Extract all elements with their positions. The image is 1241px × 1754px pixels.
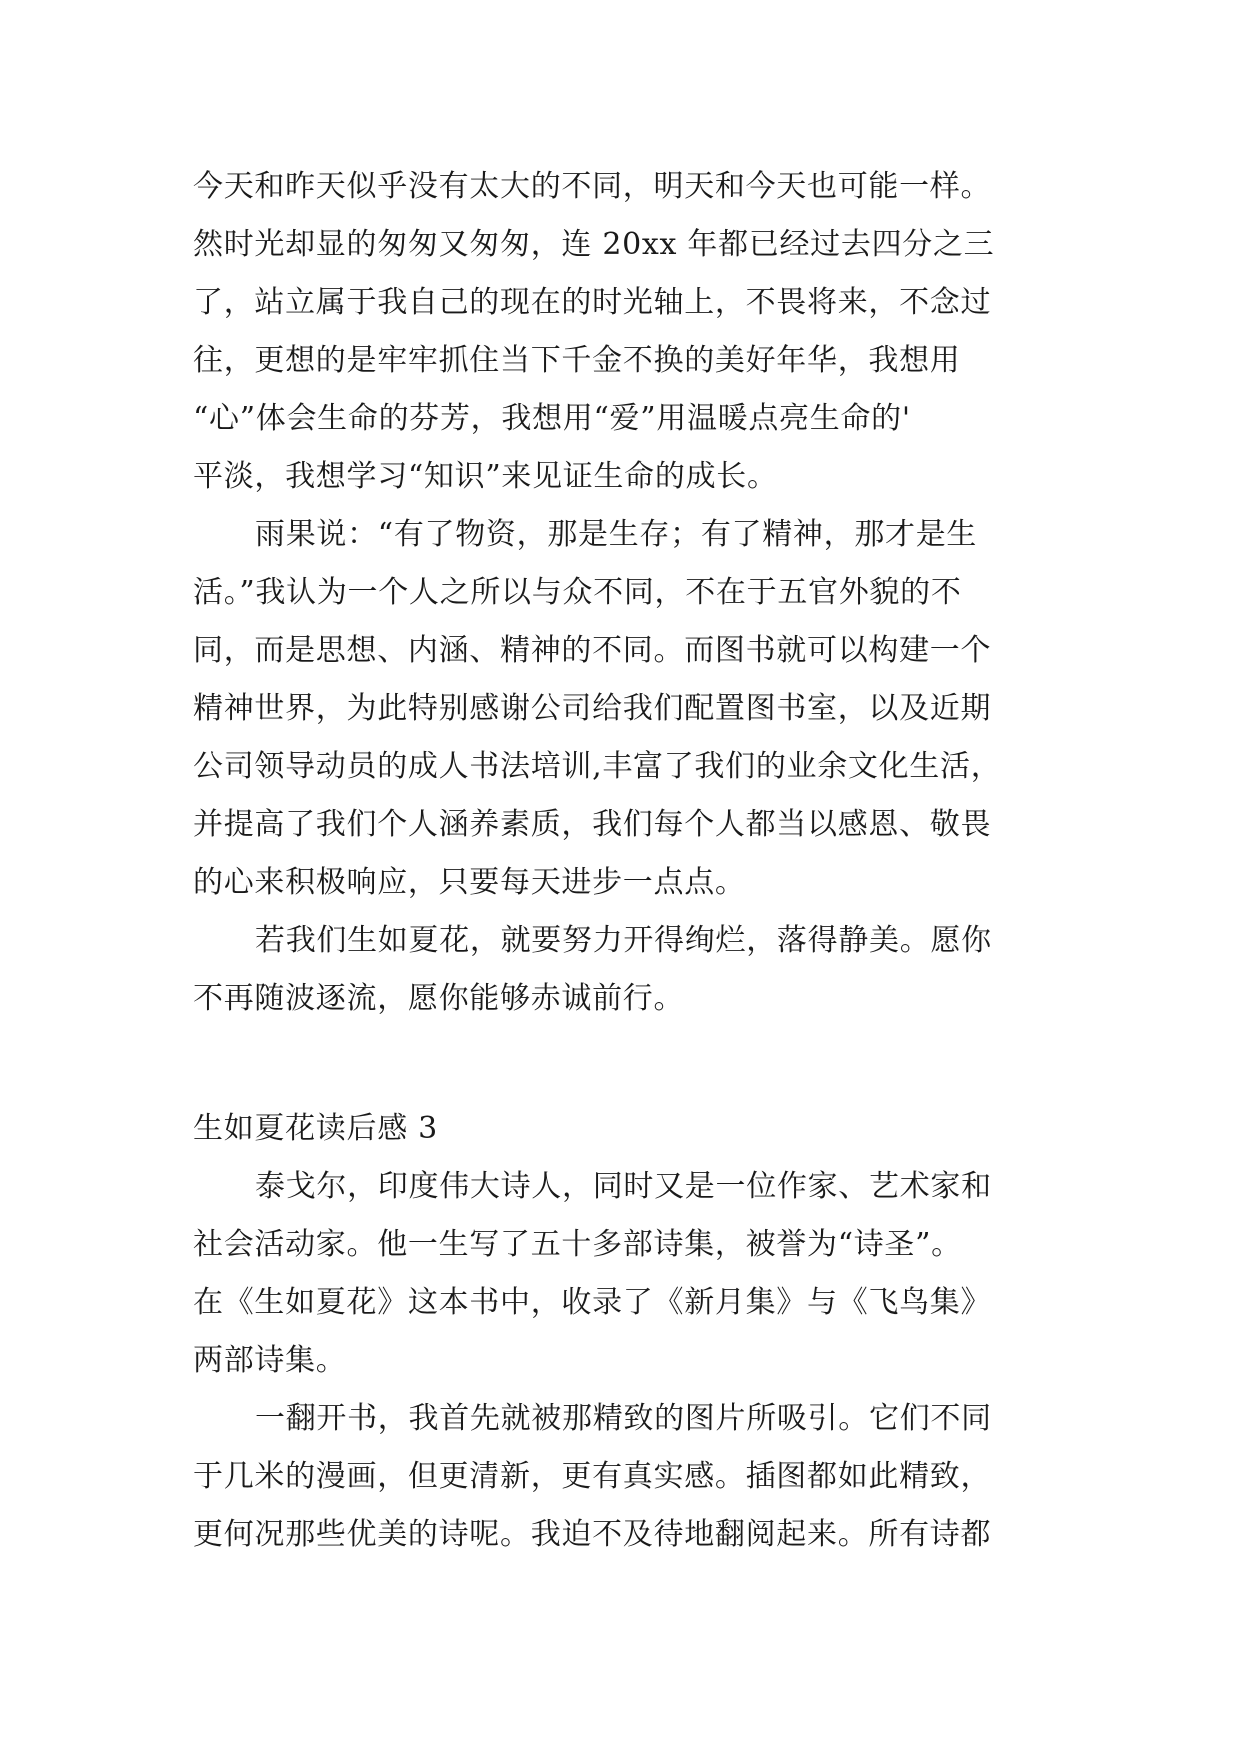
text-line: 社会活动家。他一生写了五十多部诗集，被誉为“诗圣”。 — [193, 1227, 962, 1262]
text-line: 不再随波逐流，愿你能够赤诚前行。 — [193, 981, 685, 1016]
text-line: 若我们生如夏花，就要努力开得绚烂，落得静美。愿你 — [255, 923, 992, 958]
text-line: 了，站立属于我自己的现在的时光轴上，不畏将来，不念过 — [193, 285, 992, 320]
text-line: 一翻开书，我首先就被那精致的图片所吸引。它们不同 — [255, 1401, 992, 1436]
text-line: 更何况那些优美的诗呢。我迫不及待地翻阅起来。所有诗都 — [193, 1517, 992, 1552]
section-gap — [193, 1028, 1073, 1100]
text-line: 两部诗集。 — [193, 1343, 347, 1378]
text-line: 泰戈尔，印度伟大诗人，同时又是一位作家、艺术家和 — [255, 1169, 992, 1204]
document-body — [193, 158, 1073, 1564]
text-line: 往，更想的是牢牢抓住当下千金不换的美好年华，我想用 — [193, 343, 961, 378]
paragraph-5 — [193, 1390, 1073, 1564]
text-line: 于几米的漫画，但更清新，更有真实感。插图都如此精致， — [193, 1459, 992, 1494]
text-line: 平淡，我想学习“知识”来见证生命的成长。 — [193, 459, 778, 494]
text-line: 精神世界，为此特别感谢公司给我们配置图书室，以及近期 — [193, 691, 992, 726]
text-line: 在《生如夏花》这本书中，收录了《新月集》与《飞鸟集》 — [193, 1285, 992, 1320]
text-line: 公司领导动员的成人书法培训,丰富了我们的业余文化生活， — [193, 749, 1002, 784]
text-line: 然时光却显的匆匆又匆匆，连 20xx 年都已经过去四分之三 — [193, 227, 995, 262]
text-line: 今天和昨天似乎没有太大的不同，明天和今天也可能一样。 — [193, 169, 992, 204]
paragraph-4 — [193, 1158, 1073, 1390]
text-line: 同，而是思想、内涵、精神的不同。而图书就可以构建一个 — [193, 633, 992, 668]
section-heading: 生如夏花读后感 3 — [193, 1111, 438, 1146]
text-line: 并提高了我们个人涵养素质，我们每个人都当以感恩、敬畏 — [193, 807, 992, 842]
paragraph-2 — [193, 506, 1073, 912]
text-line: 雨果说：“有了物资，那是生存；有了精神，那才是生 — [255, 517, 978, 552]
text-line: 的心来积极响应，只要每天进步一点点。 — [193, 865, 746, 900]
text-line: 活。”我认为一个人之所以与众不同，不在于五官外貌的不 — [193, 575, 962, 610]
paragraph-3 — [193, 912, 1073, 1028]
paragraph-1 — [193, 158, 1073, 506]
text-line: “心”体会生命的芬芳，我想用“爱”用温暖点亮生命的' — [193, 401, 911, 436]
